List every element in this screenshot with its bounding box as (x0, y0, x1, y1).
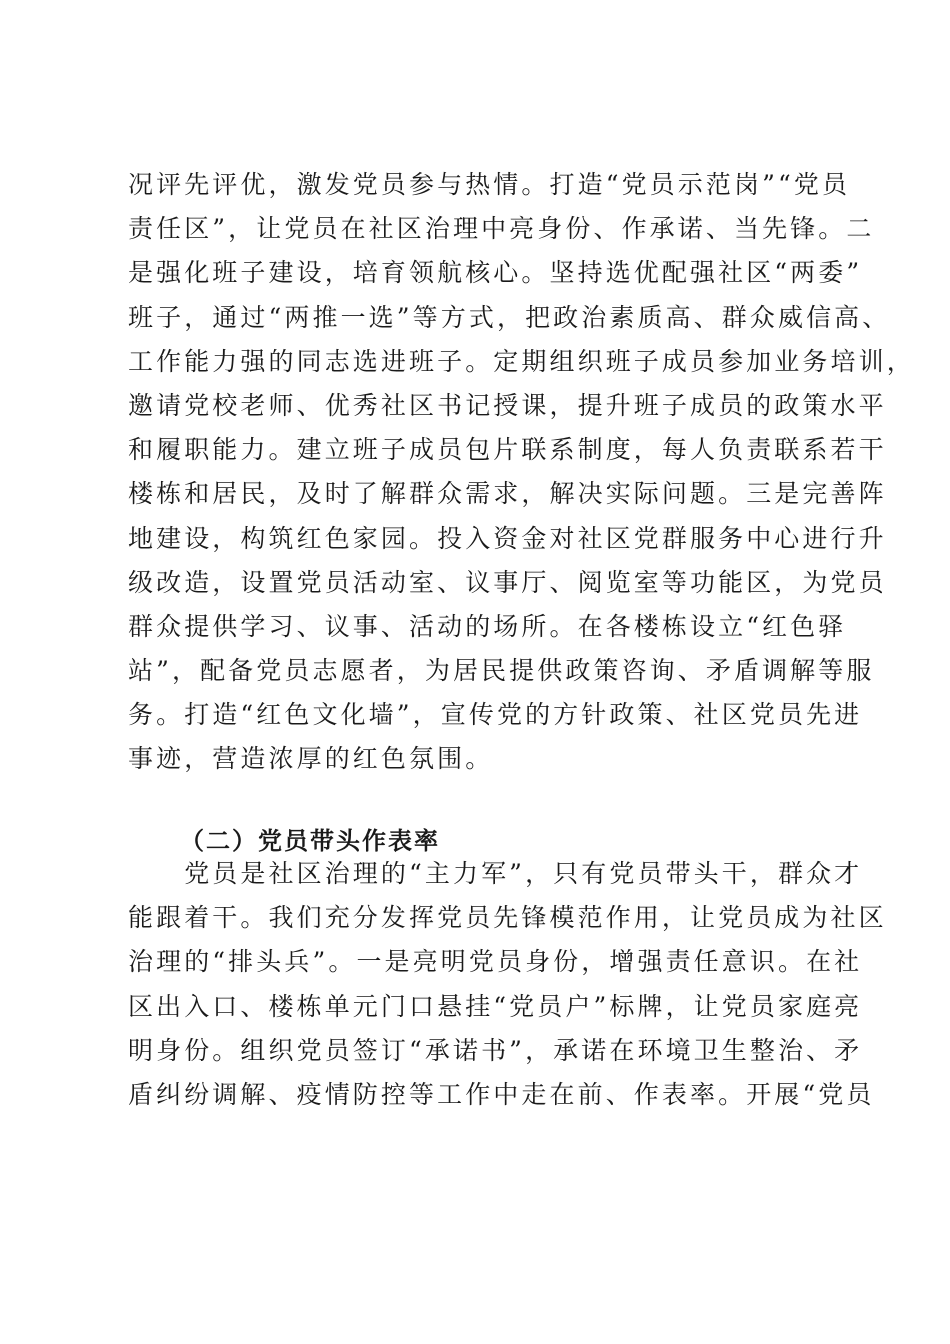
text-line: 群众提供学习、议事、活动的场所。在各楼栋设立“红色驿 (128, 611, 847, 641)
text-line: 能跟着干。我们充分发挥党员先锋模范作用，让党员成为社区 (128, 903, 887, 933)
text-line: 事迹，营造浓厚的红色氛围。 (128, 744, 494, 774)
text-line: 班子，通过“两推一选”等方式，把政治素质高、群众威信高、 (128, 302, 891, 332)
section-heading: （二）党员带头作表率 (180, 827, 440, 855)
text-line: 况评先评优，激发党员参与热情。打造“党员示范岗”“党员 (128, 170, 851, 199)
text-line: 治理的“排头兵”。一是亮明党员身份，增强责任意识。在社 (128, 947, 863, 977)
paragraph-party-members (128, 852, 887, 1117)
text-line: 党员是社区治理的“主力军”，只有党员带头干，群众才 (128, 859, 863, 888)
text-line: 区出入口、楼栋单元门口悬挂“党员户”标牌，让党员家庭亮 (128, 991, 863, 1021)
paragraph-party-building (128, 163, 915, 782)
text-line: 地建设，构筑红色家园。投入资金对社区党群服务中心进行升 (128, 523, 887, 553)
text-line: 工作能力强的同志选进班子。定期组织班子成员参加业务培训， (128, 346, 915, 376)
text-line: 级改造，设置党员活动室、议事厅、阅览室等功能区，为党员 (128, 567, 887, 597)
text-line: 楼栋和居民，及时了解群众需求，解决实际问题。三是完善阵 (128, 479, 887, 509)
text-line: 盾纠纷调解、疫情防控等工作中走在前、作表率。开展“党员 (128, 1079, 875, 1109)
text-line: 明身份。组织党员签订“承诺书”，承诺在环境卫生整治、矛 (128, 1035, 863, 1065)
text-line: 邀请党校老师、优秀社区书记授课，提升班子成员的政策水平 (128, 390, 887, 420)
text-line: 务。打造“红色文化墙”，宣传党的方针政策、社区党员先进 (128, 700, 863, 730)
text-line: 站”，配备党员志愿者，为居民提供政策咨询、矛盾调解等服 (128, 656, 875, 686)
text-line: 和履职能力。建立班子成员包片联系制度，每人负责联系若干 (128, 435, 887, 465)
text-line: 是强化班子建设，培育领航核心。坚持选优配强社区“两委” (128, 258, 863, 288)
text-line: 责任区”，让党员在社区治理中亮身份、作承诺、当先锋。二 (128, 214, 875, 244)
